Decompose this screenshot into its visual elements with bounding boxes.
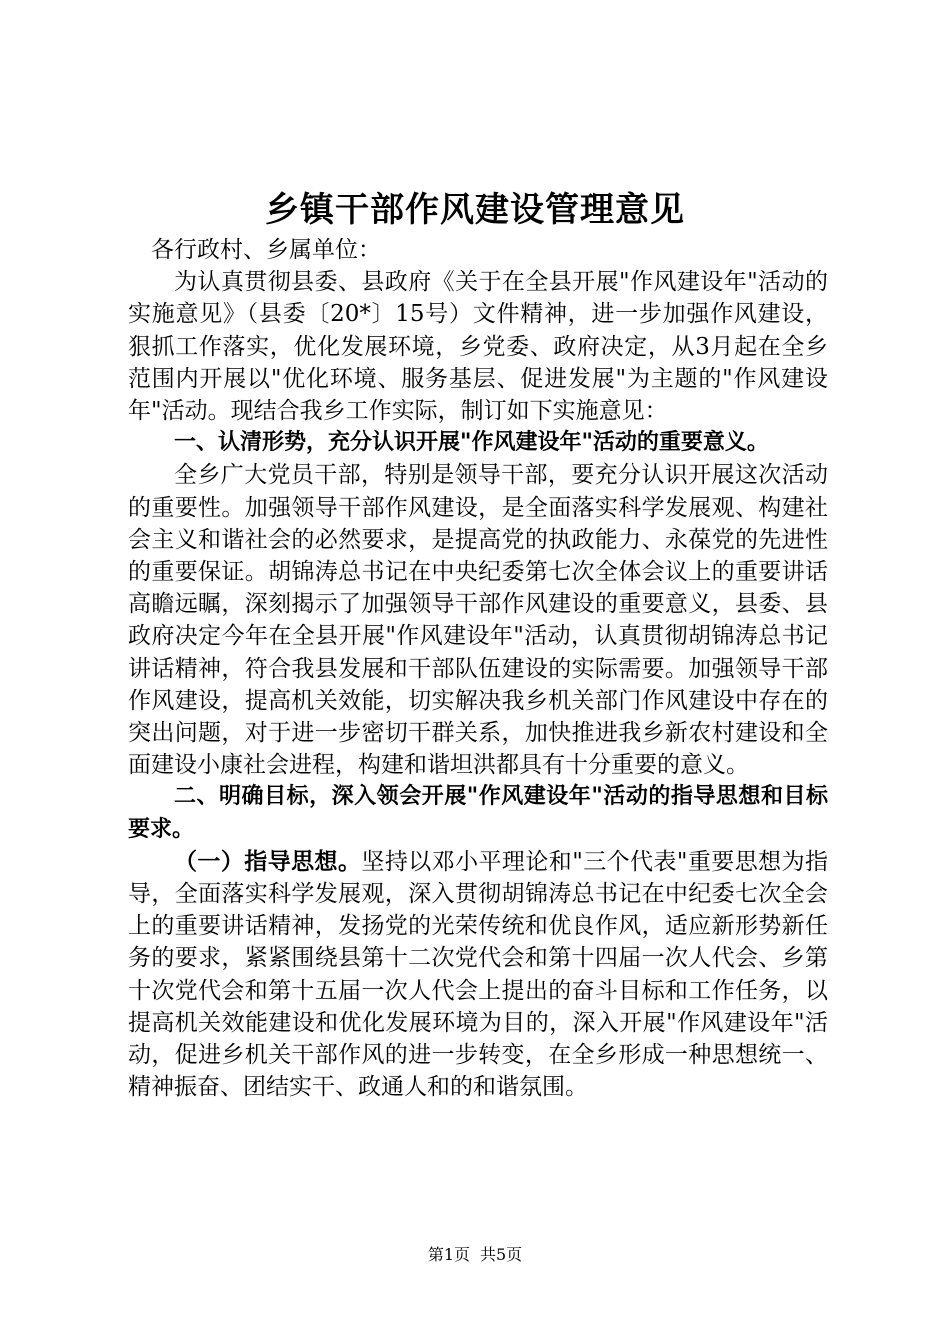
subsection-1-lead: （一）指导思想。 — [174, 848, 362, 875]
page-number-total: 共5页 — [480, 1245, 523, 1264]
subsection-1-text: 坚持以邓小平理论和"三个代表"重要思想为指导，全面落实科学发展观，深入贯彻胡锦涛总书记在中纪委七次全会上的重要讲话精神，发扬党的光荣传统和优良作风，适应新形势新任务的要求，紧紧围绕县第十二次党代会和第十四届一次人代会、乡第十次党代会和第十五届一次人代会上提出的奋斗目标和工作任务，以提高机关效能建设和优化发展环境为目的，深入开展"作风建设年"活动，促进乡机关干部作风的进一步转变，在全乡形成一种思想统一、精神振奋、团结实干、政通人和的和谐氛围。 — [128, 848, 828, 1101]
intro-paragraph: 为认真贯彻县委、县政府《关于在全县开展"作风建设年"活动的实施意见》（县委〔20*〕15号）文件精神，进一步加强作风建设，狠抓工作落实，优化发展环境，乡党委、政府决定，从3月起在全乡范围内开展以"优化环境、服务基层、促进发展"为主题的"作风建设年"活动。现结合我乡工作实际，制订如下实施意见： — [128, 269, 828, 425]
page-footer — [0, 1244, 950, 1266]
section-1-heading: 一、认清形势，充分认识开展"作风建设年"活动的重要意义。 — [174, 430, 769, 456]
page-number-current: 第1页 — [427, 1245, 470, 1264]
salutation: 各行政村、乡属单位： — [151, 237, 381, 263]
section-2-heading: 二、明确目标，深入领会开展"作风建设年"活动的指导思想和目标要求。 — [128, 784, 828, 842]
document-body — [128, 234, 828, 1103]
document-title: 乡镇干部作风建设管理意见 — [265, 190, 685, 230]
subsection-1-paragraph — [128, 846, 828, 1104]
section-1-paragraph: 全乡广大党员干部，特别是领导干部，要充分认识开展这次活动的重要性。加强领导干部作风建设，是全面落实科学发展观、构建社会主义和谐社会的必然要求，是提高党的执政能力、永葆党的先进性的重要保证。胡锦涛总书记在中央纪委第七次全体会议上的重要讲话高瞻远瞩，深刻揭示了加强领导干部作风建设的重要意义，县委、县政府决定今年在全县开展"作风建设年"活动，认真贯彻胡锦涛总书记讲话精神，符合我县发展和干部队伍建设的实际需要。加强领导干部作风建设，提高机关效能，切实解决我乡机关部门作风建设中存在的突出问题，对于进一步密切干群关系，加快推进我乡新农村建设和全面建设小康社会进程，构建和谐坦洪都具有十分重要的意义。 — [128, 462, 828, 779]
